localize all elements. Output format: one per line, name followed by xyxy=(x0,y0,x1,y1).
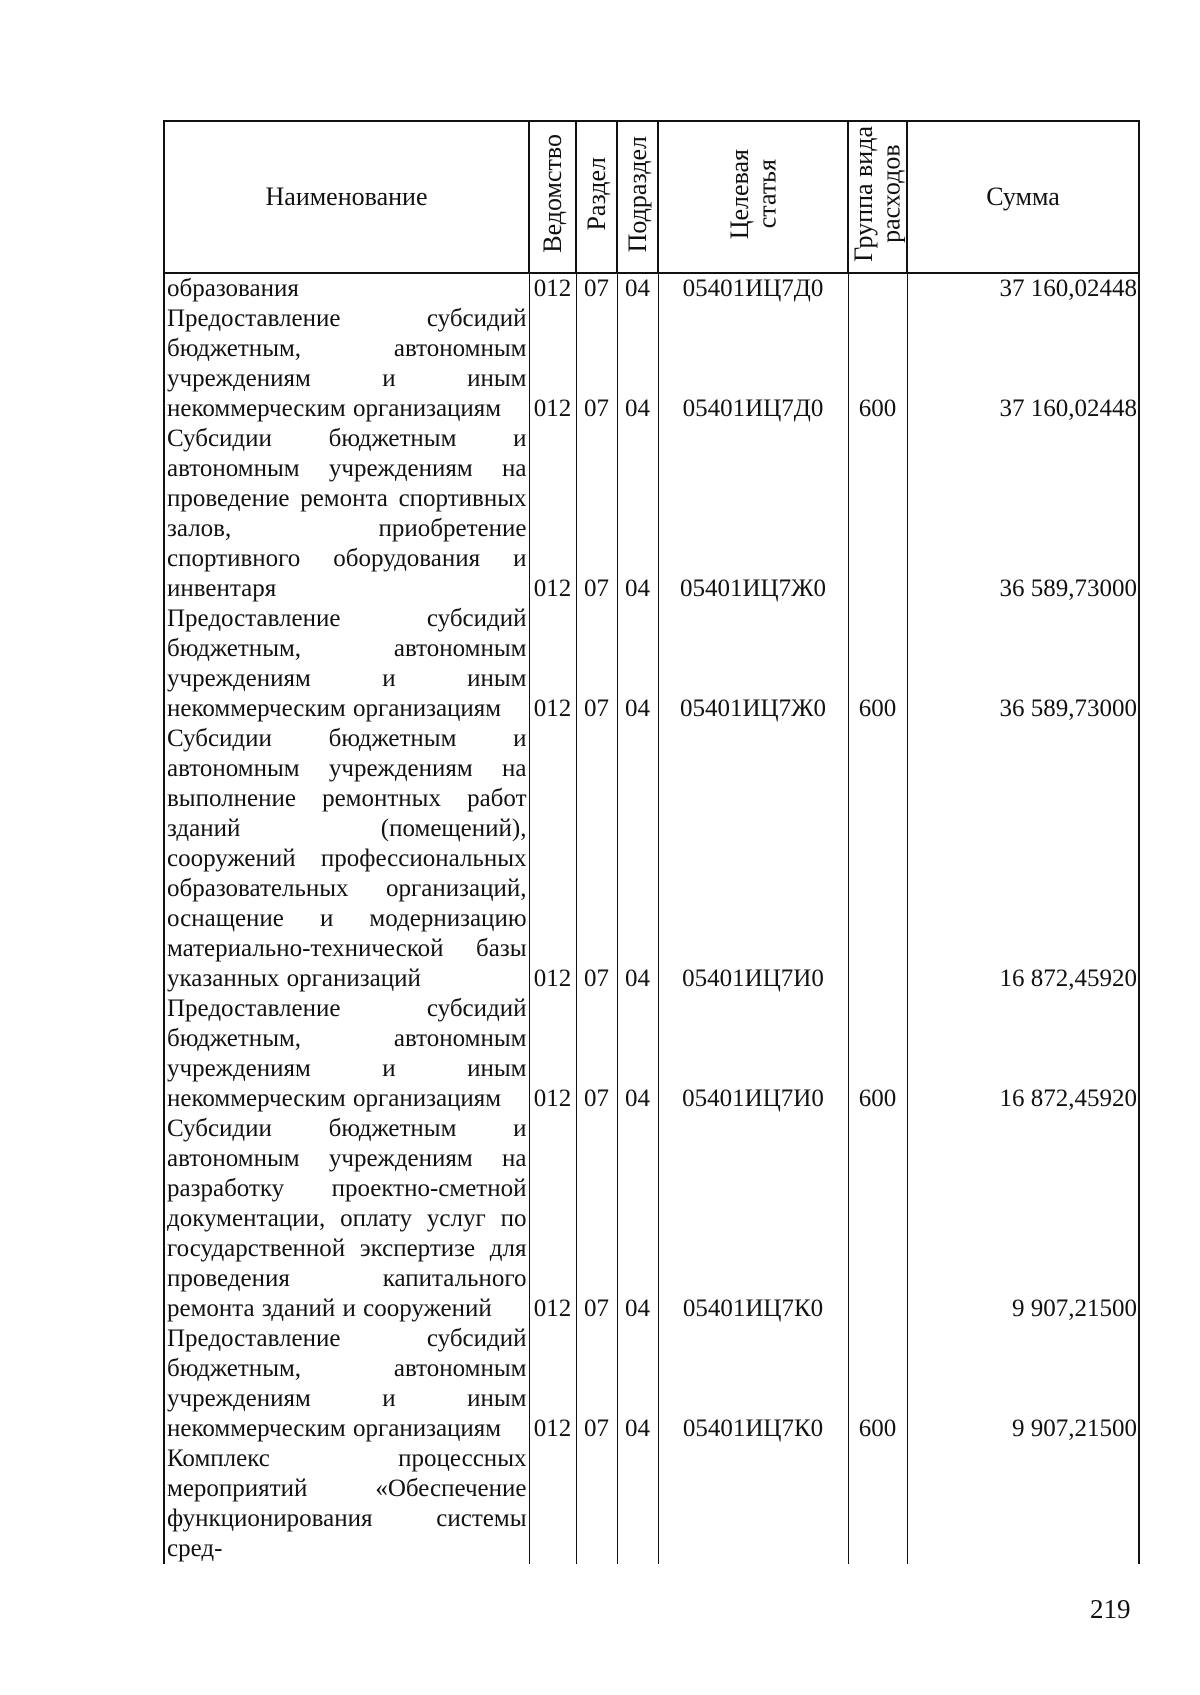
row-subsection: 04 xyxy=(617,1324,658,1444)
row-subsection: 04 xyxy=(617,304,658,424)
row-department: 012 xyxy=(529,273,576,304)
table-row xyxy=(164,1114,1139,1324)
row-target-article: 05401ИЦ7Д0 xyxy=(658,304,848,424)
row-name: Предоставление субсидий бюджетным, автономным учреждениям и иным некоммерческим организациям xyxy=(164,994,529,1114)
row-department xyxy=(529,1444,576,1564)
row-target-article: 05401ИЦ7И0 xyxy=(658,724,848,994)
table-row xyxy=(164,724,1139,994)
row-section xyxy=(576,1444,617,1564)
row-sum: 36 589,73000 xyxy=(907,424,1139,604)
row-name: Предоставление субсидий бюджетным, автономным учреждениям и иным некоммерческим организациям xyxy=(164,1324,529,1444)
table-row xyxy=(164,604,1139,724)
row-name: Субсидии бюджетным и автономным учреждениям на выполнение ремонтных работ зданий (помещений), сооружений профессиональных образовательных организаций, оснащение и модернизацию материально-технической базы указанных организаций xyxy=(164,724,529,994)
row-sum xyxy=(907,1444,1139,1564)
row-department: 012 xyxy=(529,1324,576,1444)
row-target-article xyxy=(658,1444,848,1564)
header-subsection: Подраздел xyxy=(617,121,658,273)
header-section: Раздел xyxy=(576,121,617,273)
row-section: 07 xyxy=(576,994,617,1114)
row-subsection: 04 xyxy=(617,994,658,1114)
row-sum: 9 907,21500 xyxy=(907,1324,1139,1444)
table-header-row xyxy=(164,121,1139,273)
row-target-article: 05401ИЦ7К0 xyxy=(658,1114,848,1324)
row-target-article: 05401ИЦ7Ж0 xyxy=(658,424,848,604)
row-target-article: 05401ИЦ7Ж0 xyxy=(658,604,848,724)
row-section: 07 xyxy=(576,424,617,604)
row-expense-group: 600 xyxy=(848,304,907,424)
row-name: Комплекс процессных мероприятий «Обеспечение функционирования системы сред- xyxy=(164,1444,529,1564)
row-expense-group xyxy=(848,273,907,304)
row-expense-group xyxy=(848,424,907,604)
row-subsection: 04 xyxy=(617,424,658,604)
budget-table xyxy=(163,120,1140,1564)
table-row xyxy=(164,273,1139,304)
row-expense-group xyxy=(848,1444,907,1564)
row-expense-group xyxy=(848,724,907,994)
row-department: 012 xyxy=(529,424,576,604)
row-subsection: 04 xyxy=(617,273,658,304)
row-subsection xyxy=(617,1444,658,1564)
row-expense-group xyxy=(848,1114,907,1324)
row-department: 012 xyxy=(529,304,576,424)
row-name: образования xyxy=(164,273,529,304)
row-name: Субсидии бюджетным и автономным учреждениям на проведение ремонта спортивных залов, приобретение спортивного оборудования и инвентаря xyxy=(164,424,529,604)
row-section: 07 xyxy=(576,604,617,724)
row-target-article: 05401ИЦ7Д0 xyxy=(658,273,848,304)
row-expense-group: 600 xyxy=(848,1324,907,1444)
row-section: 07 xyxy=(576,273,617,304)
row-name: Предоставление субсидий бюджетным, автономным учреждениям и иным некоммерческим организациям xyxy=(164,604,529,724)
table-row xyxy=(164,994,1139,1114)
row-sum: 16 872,45920 xyxy=(907,994,1139,1114)
table-row xyxy=(164,424,1139,604)
header-target-article: Целевая статья xyxy=(658,121,848,273)
table-row xyxy=(164,1324,1139,1444)
header-sum: Сумма xyxy=(907,121,1139,273)
row-expense-group: 600 xyxy=(848,994,907,1114)
row-department: 012 xyxy=(529,994,576,1114)
table-row xyxy=(164,1444,1139,1564)
row-name: Предоставление субсидий бюджетным, автономным учреждениям и иным некоммерческим организациям xyxy=(164,304,529,424)
row-name: Субсидии бюджетным и автономным учреждениям на разработку проектно-сметной документации, оплату услуг по государственной экспертизе для проведения капитального ремонта зданий и сооружений xyxy=(164,1114,529,1324)
row-section: 07 xyxy=(576,724,617,994)
row-sum: 37 160,02448 xyxy=(907,304,1139,424)
header-name: Наименование xyxy=(164,121,529,273)
row-sum: 16 872,45920 xyxy=(907,724,1139,994)
row-section: 07 xyxy=(576,1114,617,1324)
row-subsection: 04 xyxy=(617,1114,658,1324)
header-department: Ведомство xyxy=(529,121,576,273)
row-target-article: 05401ИЦ7К0 xyxy=(658,1324,848,1444)
row-sum: 36 589,73000 xyxy=(907,604,1139,724)
row-subsection: 04 xyxy=(617,604,658,724)
row-expense-group: 600 xyxy=(848,604,907,724)
row-section: 07 xyxy=(576,304,617,424)
row-department: 012 xyxy=(529,604,576,724)
row-section: 07 xyxy=(576,1324,617,1444)
row-department: 012 xyxy=(529,724,576,994)
page-number: 219 xyxy=(1090,1594,1131,1624)
row-sum: 37 160,02448 xyxy=(907,273,1139,304)
table-row xyxy=(164,304,1139,424)
header-expense-group: Группа вида расходов xyxy=(848,121,907,273)
row-sum: 9 907,21500 xyxy=(907,1114,1139,1324)
row-subsection: 04 xyxy=(617,724,658,994)
row-department: 012 xyxy=(529,1114,576,1324)
row-target-article: 05401ИЦ7И0 xyxy=(658,994,848,1114)
